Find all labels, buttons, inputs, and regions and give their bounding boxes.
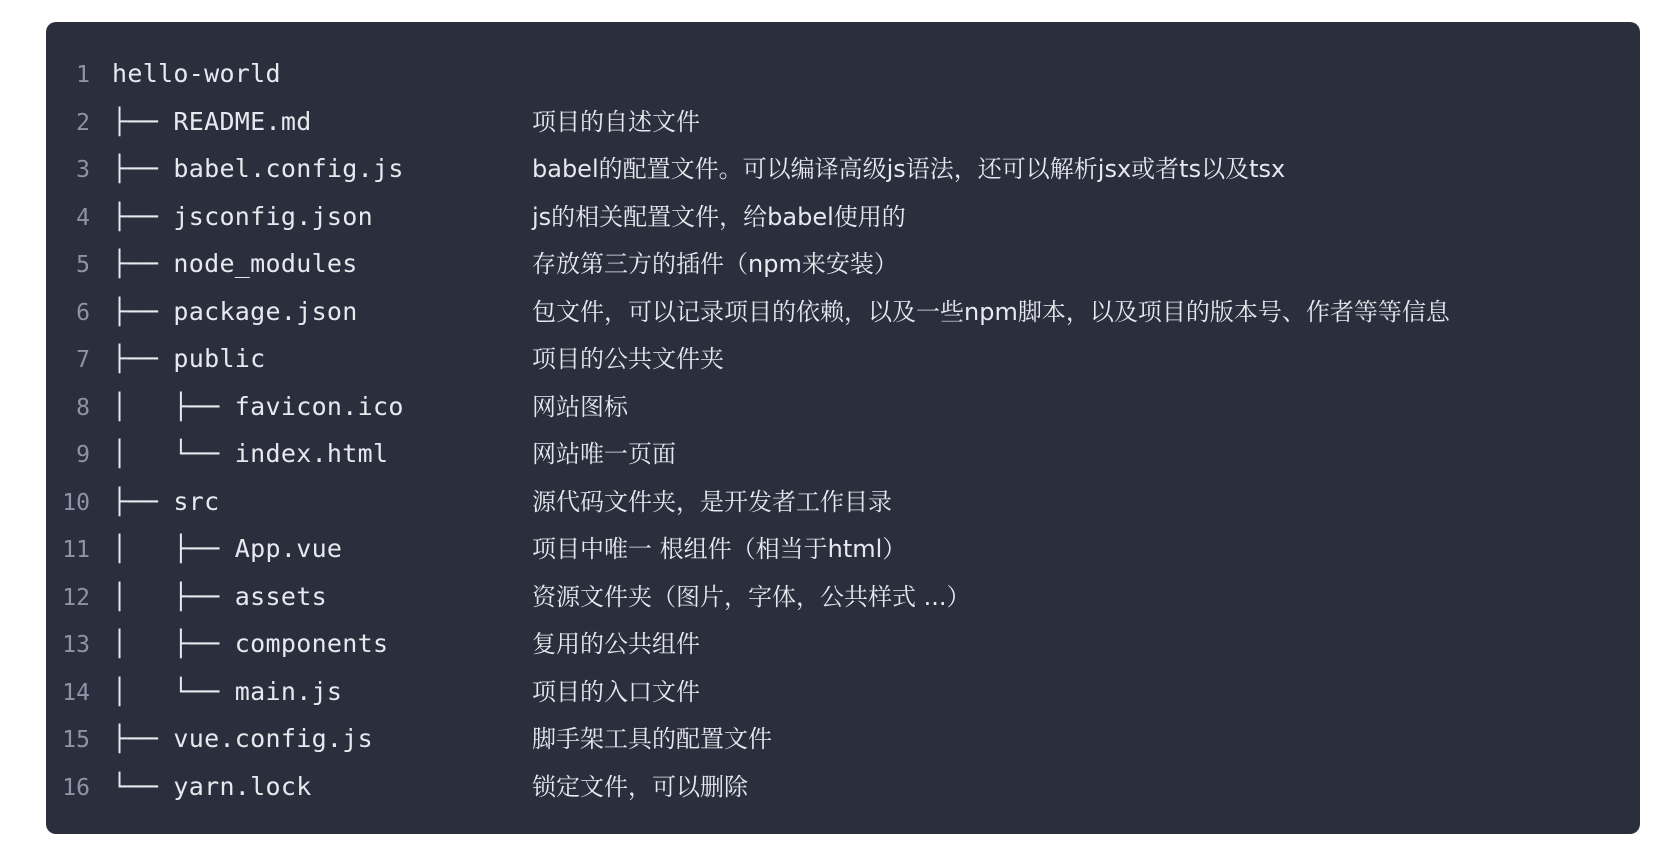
code-line <box>46 573 1640 621</box>
code-line <box>46 430 1640 478</box>
entry-description: 源代码文件夹，是开发者工作目录 <box>532 487 892 516</box>
line-number: 8 <box>76 394 90 421</box>
line-number: 7 <box>76 347 90 373</box>
line-number: 5 <box>76 252 90 278</box>
entry-description: 项目中唯一 根组件（相当于html） <box>532 535 907 563</box>
line-number: 13 <box>62 632 90 658</box>
code-line <box>46 98 1640 146</box>
line-number: 6 <box>76 299 90 326</box>
tree-entry: ├── public <box>112 344 266 373</box>
tree-entry: │ ├── favicon.ico <box>112 391 404 421</box>
code-line <box>46 335 1640 383</box>
line-number: 4 <box>76 204 90 231</box>
code-line <box>46 145 1640 193</box>
line-number: 2 <box>76 109 90 136</box>
entry-description: 项目的入口文件 <box>532 677 700 706</box>
line-number: 11 <box>62 537 90 563</box>
code-lines <box>46 50 1640 810</box>
tree-entry: ├── babel.config.js <box>112 154 404 183</box>
tree-entry: ├── vue.config.js <box>112 724 373 753</box>
directory-tree-code-block <box>46 22 1640 834</box>
code-line <box>46 288 1640 336</box>
entry-description: 脚手架工具的配置文件 <box>532 725 772 753</box>
line-number: 16 <box>62 774 90 801</box>
tree-entry: ├── src <box>112 486 220 516</box>
code-line <box>46 193 1640 241</box>
entry-description: 包文件，可以记录项目的依赖，以及一些npm脚本，以及项目的版本号、作者等等信息 <box>532 297 1450 326</box>
line-number: 14 <box>62 679 90 706</box>
tree-entry: ├── README.md <box>112 106 312 136</box>
tree-entry: └── yarn.lock <box>112 771 312 801</box>
entry-description: 复用的公共组件 <box>532 630 700 658</box>
code-line <box>46 478 1640 526</box>
code-line <box>46 525 1640 573</box>
entry-description: babel的配置文件。可以编译高级js语法，还可以解析jsx或者ts以及tsx <box>532 155 1286 183</box>
tree-entry: │ └── index.html <box>112 439 389 468</box>
tree-entry: │ ├── components <box>112 629 389 658</box>
code-line <box>46 620 1640 668</box>
tree-entry: ├── package.json <box>112 296 358 326</box>
line-number: 3 <box>76 157 90 183</box>
code-line <box>46 763 1640 811</box>
entry-description: js的相关配置文件，给babel使用的 <box>532 202 906 231</box>
tree-entry: │ ├── assets <box>112 581 327 611</box>
code-line <box>46 715 1640 763</box>
tree-entry: ├── jsconfig.json <box>112 201 373 231</box>
code-line <box>46 668 1640 716</box>
code-line <box>46 383 1640 431</box>
line-number: 9 <box>76 442 90 468</box>
line-number: 1 <box>76 62 90 88</box>
code-line <box>46 50 1640 98</box>
entry-description: 网站唯一页面 <box>532 440 676 468</box>
tree-entry: hello-world <box>112 59 281 88</box>
tree-entry: │ └── main.js <box>112 676 343 706</box>
code-line <box>46 240 1640 288</box>
entry-description: 项目的自述文件 <box>532 107 700 136</box>
entry-description: 存放第三方的插件（npm来安装） <box>532 250 898 278</box>
line-number: 10 <box>62 489 90 516</box>
line-number: 15 <box>62 727 90 753</box>
line-number: 12 <box>62 584 90 611</box>
entry-description: 资源文件夹（图片，字体，公共样式 ...） <box>532 582 971 611</box>
tree-entry: │ ├── App.vue <box>112 534 343 563</box>
entry-description: 项目的公共文件夹 <box>532 345 724 373</box>
entry-description: 网站图标 <box>532 392 628 421</box>
entry-description: 锁定文件，可以删除 <box>532 772 748 801</box>
tree-entry: ├── node_modules <box>112 249 358 278</box>
